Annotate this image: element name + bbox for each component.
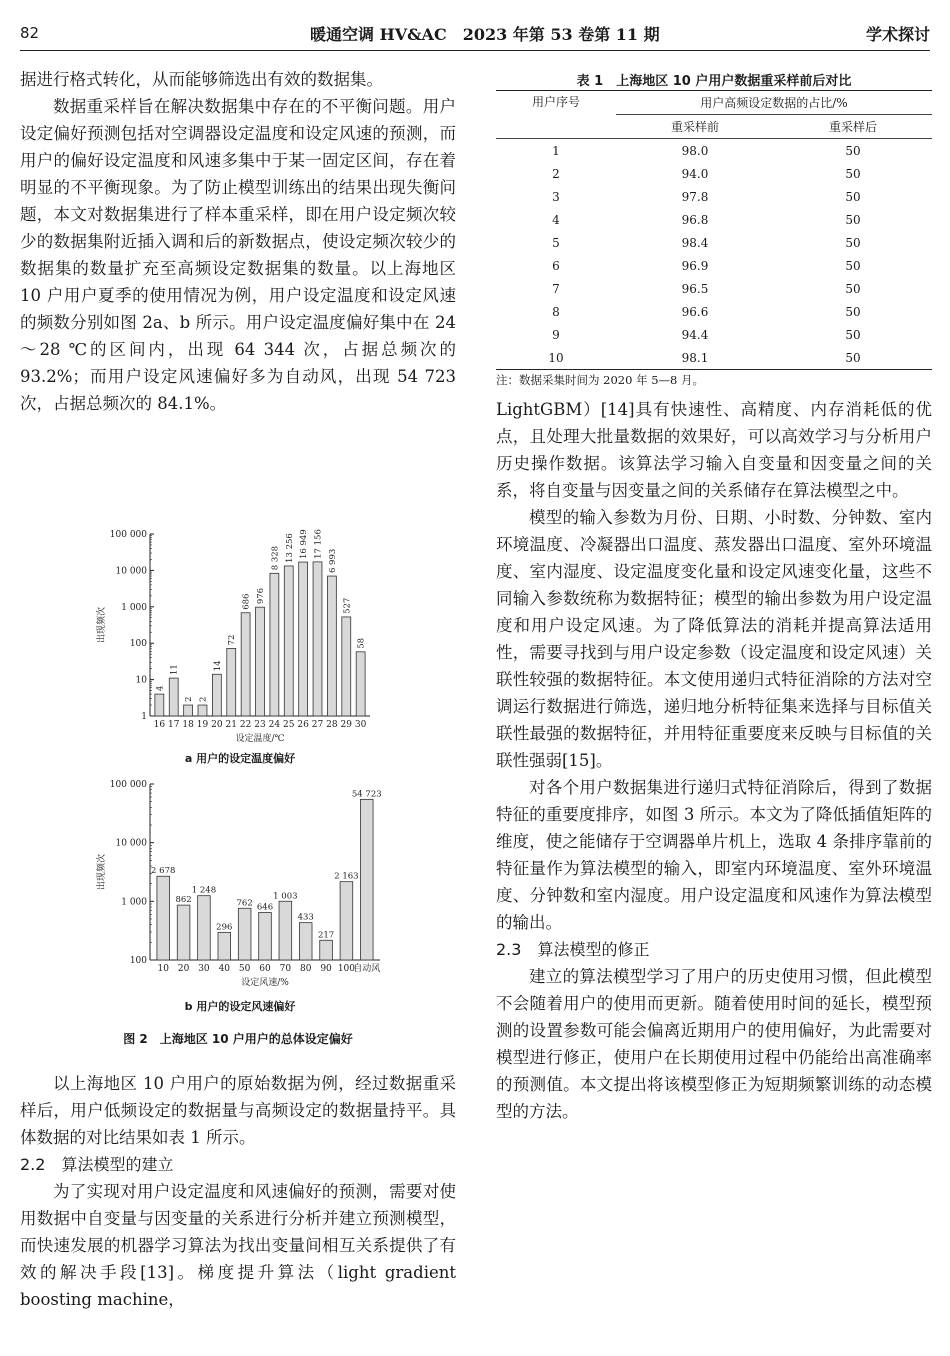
bar <box>155 694 164 716</box>
paragraph: 模型的输入参数为月份、日期、小时数、分钟数、室内环境温度、冷凝器出口温度、蒸发器出口温度、室外环境温度、室内湿度、设定温度变化量和设定风速变化量，这些不同输入参数统称为数据特征；模型的输出参数为用户设定温度和用户设定风速。为了降低算法的消耗并提高算法适用性，需要寻找到与用户设定参数（设定温度和设定风速）关联性较强的数据特征。本文使用递归式特征消除的方法对空调运行数据进行筛选，递归地分析特征集来选择与目标值关联性最强的数据特征，并用特征重要度来反映与目标值的关联性强弱[15]。 <box>496 508 932 770</box>
cell-user: 6 <box>552 258 560 273</box>
right-column-text <box>496 396 932 1125</box>
left-column-text <box>20 66 456 417</box>
table-row <box>496 208 932 231</box>
cell-after: 50 <box>845 212 861 227</box>
cell-after: 50 <box>845 281 861 296</box>
cell-before: 97.8 <box>681 189 709 204</box>
data-label: 1 003 <box>273 891 298 902</box>
y-tick-label: 10 000 <box>115 838 147 849</box>
paragraph: LightGBM）[14]具有快速性、高精度、内存消耗低的优点，且处理大批量数据的效果好，可以高效学习与分析用户历史操作数据。该算法学习输入自变量和因变量之间的关系，将自变量与因变量之间的关系储存在算法模型之中。 <box>496 400 932 500</box>
cell-after: 50 <box>845 258 861 273</box>
cell-user: 1 <box>552 143 560 158</box>
table-row <box>496 185 932 208</box>
data-label: 2 <box>184 696 195 703</box>
y-tick-label: 10 <box>135 675 147 686</box>
cell-before: 98.4 <box>681 235 709 250</box>
bar <box>184 705 193 716</box>
table-row <box>496 139 932 163</box>
data-label: 72 <box>227 634 238 646</box>
bar <box>320 940 333 960</box>
table-1 <box>496 90 932 370</box>
x-tick-label: 70 <box>279 964 292 974</box>
data-label: 217 <box>317 930 335 941</box>
x-tick-label: 20 <box>211 720 223 730</box>
cell-after: 50 <box>845 189 861 204</box>
bar <box>284 566 293 716</box>
cell-before: 94.4 <box>681 327 709 342</box>
bar <box>177 905 190 960</box>
table-header-before: 重采样前 <box>670 120 719 134</box>
y-axis-title: 出现频次 <box>97 606 107 644</box>
bar <box>169 678 178 716</box>
data-label: 13 256 <box>284 533 295 563</box>
cell-after: 50 <box>845 166 861 181</box>
x-tick-label: 29 <box>340 720 353 730</box>
left-column-bottom-text <box>20 1070 456 1313</box>
data-label: 976 <box>256 587 266 605</box>
x-tick-label: 80 <box>299 964 312 974</box>
table-header-after: 重采样后 <box>828 120 877 134</box>
data-label: 16 949 <box>299 529 310 560</box>
bar <box>238 908 251 960</box>
figure-2-caption: 图 2 上海地区 10 户用户的总体设定偏好 <box>123 1032 353 1046</box>
paragraph: 对各个用户数据集进行递归式特征消除后，得到了数据特征的重要度排序，如图 3 所示。本文为了降低插值矩阵的维度，使之能储存于空调器单片机上，选取 4 条排序靠前的特征量作为算法模型的输入，即室内环境温度、室外环境温度、分钟数和室内湿度。用户设定温度和风速作为算法模型的输出。 <box>496 778 932 932</box>
y-tick-label: 10 000 <box>115 566 147 577</box>
figure-2b-caption: b 用户的设定风速偏好 <box>184 1000 296 1013</box>
cell-before: 98.1 <box>681 350 709 365</box>
data-label: 762 <box>236 898 253 909</box>
cell-user: 2 <box>552 166 560 181</box>
data-label: 862 <box>175 895 192 906</box>
bar <box>227 648 236 716</box>
cell-user: 3 <box>552 189 560 204</box>
bar <box>256 607 265 716</box>
x-tick-label: 60 <box>259 964 271 974</box>
x-tick-label: 21 <box>225 720 237 730</box>
figure-2b-chart <box>80 772 400 1002</box>
bar <box>360 799 373 960</box>
bar <box>313 562 322 716</box>
data-label: 1 248 <box>191 885 217 896</box>
data-label: 433 <box>297 912 314 923</box>
x-axis-title: 设定风速/% <box>241 978 289 988</box>
table-header-user: 用户序号 <box>531 95 580 109</box>
table-row <box>496 300 932 323</box>
data-label: 2 <box>198 696 209 703</box>
bar <box>270 573 279 716</box>
bar <box>259 912 272 960</box>
x-tick-label: 40 <box>218 964 231 974</box>
cell-after: 50 <box>845 235 861 250</box>
figure-2a-chart <box>80 522 400 772</box>
y-tick-label: 100 <box>129 639 147 650</box>
x-tick-label: 25 <box>283 720 295 730</box>
cell-after: 50 <box>845 304 861 319</box>
cell-after: 50 <box>845 327 861 342</box>
x-tick-label: 20 <box>177 964 190 974</box>
x-tick-label: 10 <box>157 964 169 974</box>
data-label: 646 <box>256 902 274 913</box>
x-tick-label: 自动风 <box>353 964 381 974</box>
table-1-note: 注：数据采集时间为 2020 年 5—8 月。 <box>496 373 705 387</box>
data-label: 8 328 <box>270 545 281 571</box>
cell-before: 96.6 <box>681 304 709 319</box>
cell-user: 7 <box>552 281 560 296</box>
x-axis-title: 设定温度/℃ <box>235 734 285 744</box>
bar <box>241 613 250 716</box>
bar <box>279 901 292 960</box>
bar <box>342 617 351 716</box>
x-tick-label: 100 <box>337 964 356 974</box>
bar <box>198 896 211 960</box>
bar <box>218 932 231 960</box>
section-heading-2-3: 2.3 算法模型的修正 <box>496 940 650 959</box>
bar <box>198 705 207 716</box>
data-label: 2 163 <box>334 871 359 882</box>
table-row <box>496 346 932 370</box>
cell-user: 10 <box>548 350 564 365</box>
bar <box>340 882 353 960</box>
section-heading-2-2: 2.2 算法模型的建立 <box>20 1155 174 1174</box>
paragraph: 建立的算法模型学习了用户的历史使用习惯，但此模型不会随着用户的使用而更新。随着使用时间的延长，模型预测的设置参数可能会偏离近期用户的使用偏好，为此需要对模型进行修正，使用户在长期使用过程中仍能给出高准确率的预测值。本文提出将该模型修正为短期频繁训练的动态模型的方法。 <box>496 967 932 1121</box>
data-label: 58 <box>356 637 367 649</box>
x-tick-label: 19 <box>196 720 209 730</box>
x-tick-label: 18 <box>182 720 194 730</box>
data-label: 2 678 <box>151 866 176 877</box>
data-label: 527 <box>342 597 353 614</box>
table-row <box>496 254 932 277</box>
table-1-caption: 表 1 上海地区 10 户用户数据重采样前后对比 <box>576 74 852 89</box>
bar <box>299 562 308 716</box>
x-tick-label: 23 <box>254 720 266 730</box>
page-number: 82 <box>20 24 40 42</box>
data-label: 11 <box>169 664 180 676</box>
cell-before: 98.0 <box>681 143 709 158</box>
journal-title: 暖通空调 HV&AC 2023 年第 53 卷第 11 期 <box>310 25 660 44</box>
table-row <box>496 231 932 254</box>
data-label: 686 <box>241 593 252 610</box>
paragraph: 数据重采样旨在解决数据集中存在的不平衡问题。用户设定偏好预测包括对空调器设定温度和设定风速的预测，而用户的偏好设定温度和风速多集中于某一固定区间，存在着明显的不平衡现象。为了防止模型训练出的结果出现失衡问题，本文对数据集进行了样本重采样，即在用户设定频次较少的数据集附近插入调和后的新数据点，使设定频次较少的数据集的数量扩充至高频设定数据集的数量。以上海地区 10 户用户夏季的使用情况为例，用户设定温度和设定风速的频数分别如图 2a、b 所示。用户设定温度偏好集中在 24～28 ℃的区间内，出现 64 344 次，占据总频次的 93.2%；而用户设定风速偏好多为自动风，出现 54 723 次，占据总频次的 84.1%。 <box>20 97 456 413</box>
section-name: 学术探讨 <box>865 25 930 44</box>
cell-before: 94.0 <box>681 166 709 181</box>
cell-before: 96.9 <box>681 258 709 273</box>
y-tick-label: 1 <box>141 712 147 722</box>
data-label: 4 <box>155 685 166 692</box>
cell-after: 50 <box>845 350 861 365</box>
table-row <box>496 323 932 346</box>
cell-user: 5 <box>552 235 560 250</box>
y-tick-label: 100 000 <box>109 780 147 790</box>
cell-before: 96.5 <box>681 281 709 296</box>
table-row <box>496 162 932 185</box>
figure-2a-caption: a 用户的设定温度偏好 <box>184 752 296 765</box>
cell-user: 9 <box>552 327 560 342</box>
bar <box>356 652 365 716</box>
data-label: 17 156 <box>313 529 324 559</box>
bar <box>299 923 312 960</box>
table-row <box>496 277 932 300</box>
x-tick-label: 28 <box>326 720 338 730</box>
data-label: 6 993 <box>327 548 338 574</box>
cell-before: 96.8 <box>681 212 709 227</box>
x-tick-label: 16 <box>153 720 166 730</box>
paragraph: 为了实现对用户设定温度和风速偏好的预测，需要对使用数据中自变量与因变量的关系进行分析并建立预测模型，而快速发展的机器学习算法为找出变量间相互关系提供了有效的解决手段[13]。梯度提升算法（light gradient boosting machine， <box>20 1182 456 1309</box>
y-tick-label: 100 <box>129 956 147 966</box>
x-tick-label: 22 <box>239 720 252 730</box>
bar <box>327 576 336 716</box>
cell-user: 8 <box>552 304 560 319</box>
paragraph: 据进行格式转化，从而能够筛选出有效的数据集。 <box>20 70 383 89</box>
x-tick-label: 30 <box>198 964 210 974</box>
y-tick-label: 1 000 <box>121 897 147 908</box>
x-tick-label: 27 <box>311 720 324 730</box>
data-label: 296 <box>216 922 233 933</box>
x-tick-label: 30 <box>354 720 367 730</box>
y-tick-label: 1 000 <box>121 602 147 613</box>
y-axis-title: 出现频次 <box>97 853 107 891</box>
paragraph: 以上海地区 10 户用户的原始数据为例，经过数据重采样后，用户低频设定的数据量与高频设定的数据量持平。具体数据的对比结果如表 1 所示。 <box>20 1074 456 1147</box>
y-tick-label: 100 000 <box>109 530 147 540</box>
table-header-group: 用户高频设定数据的占比/% <box>616 91 932 115</box>
x-tick-label: 50 <box>238 964 251 974</box>
data-label: 14 <box>212 660 223 672</box>
x-tick-label: 17 <box>167 720 180 730</box>
bar <box>212 674 221 716</box>
x-tick-label: 26 <box>297 720 309 730</box>
cell-after: 50 <box>845 143 861 158</box>
x-tick-label: 90 <box>320 964 332 974</box>
page-header <box>20 22 930 51</box>
cell-user: 4 <box>552 212 560 227</box>
data-label: 54 723 <box>351 789 382 800</box>
bar <box>157 876 170 960</box>
x-tick-label: 24 <box>268 720 281 730</box>
